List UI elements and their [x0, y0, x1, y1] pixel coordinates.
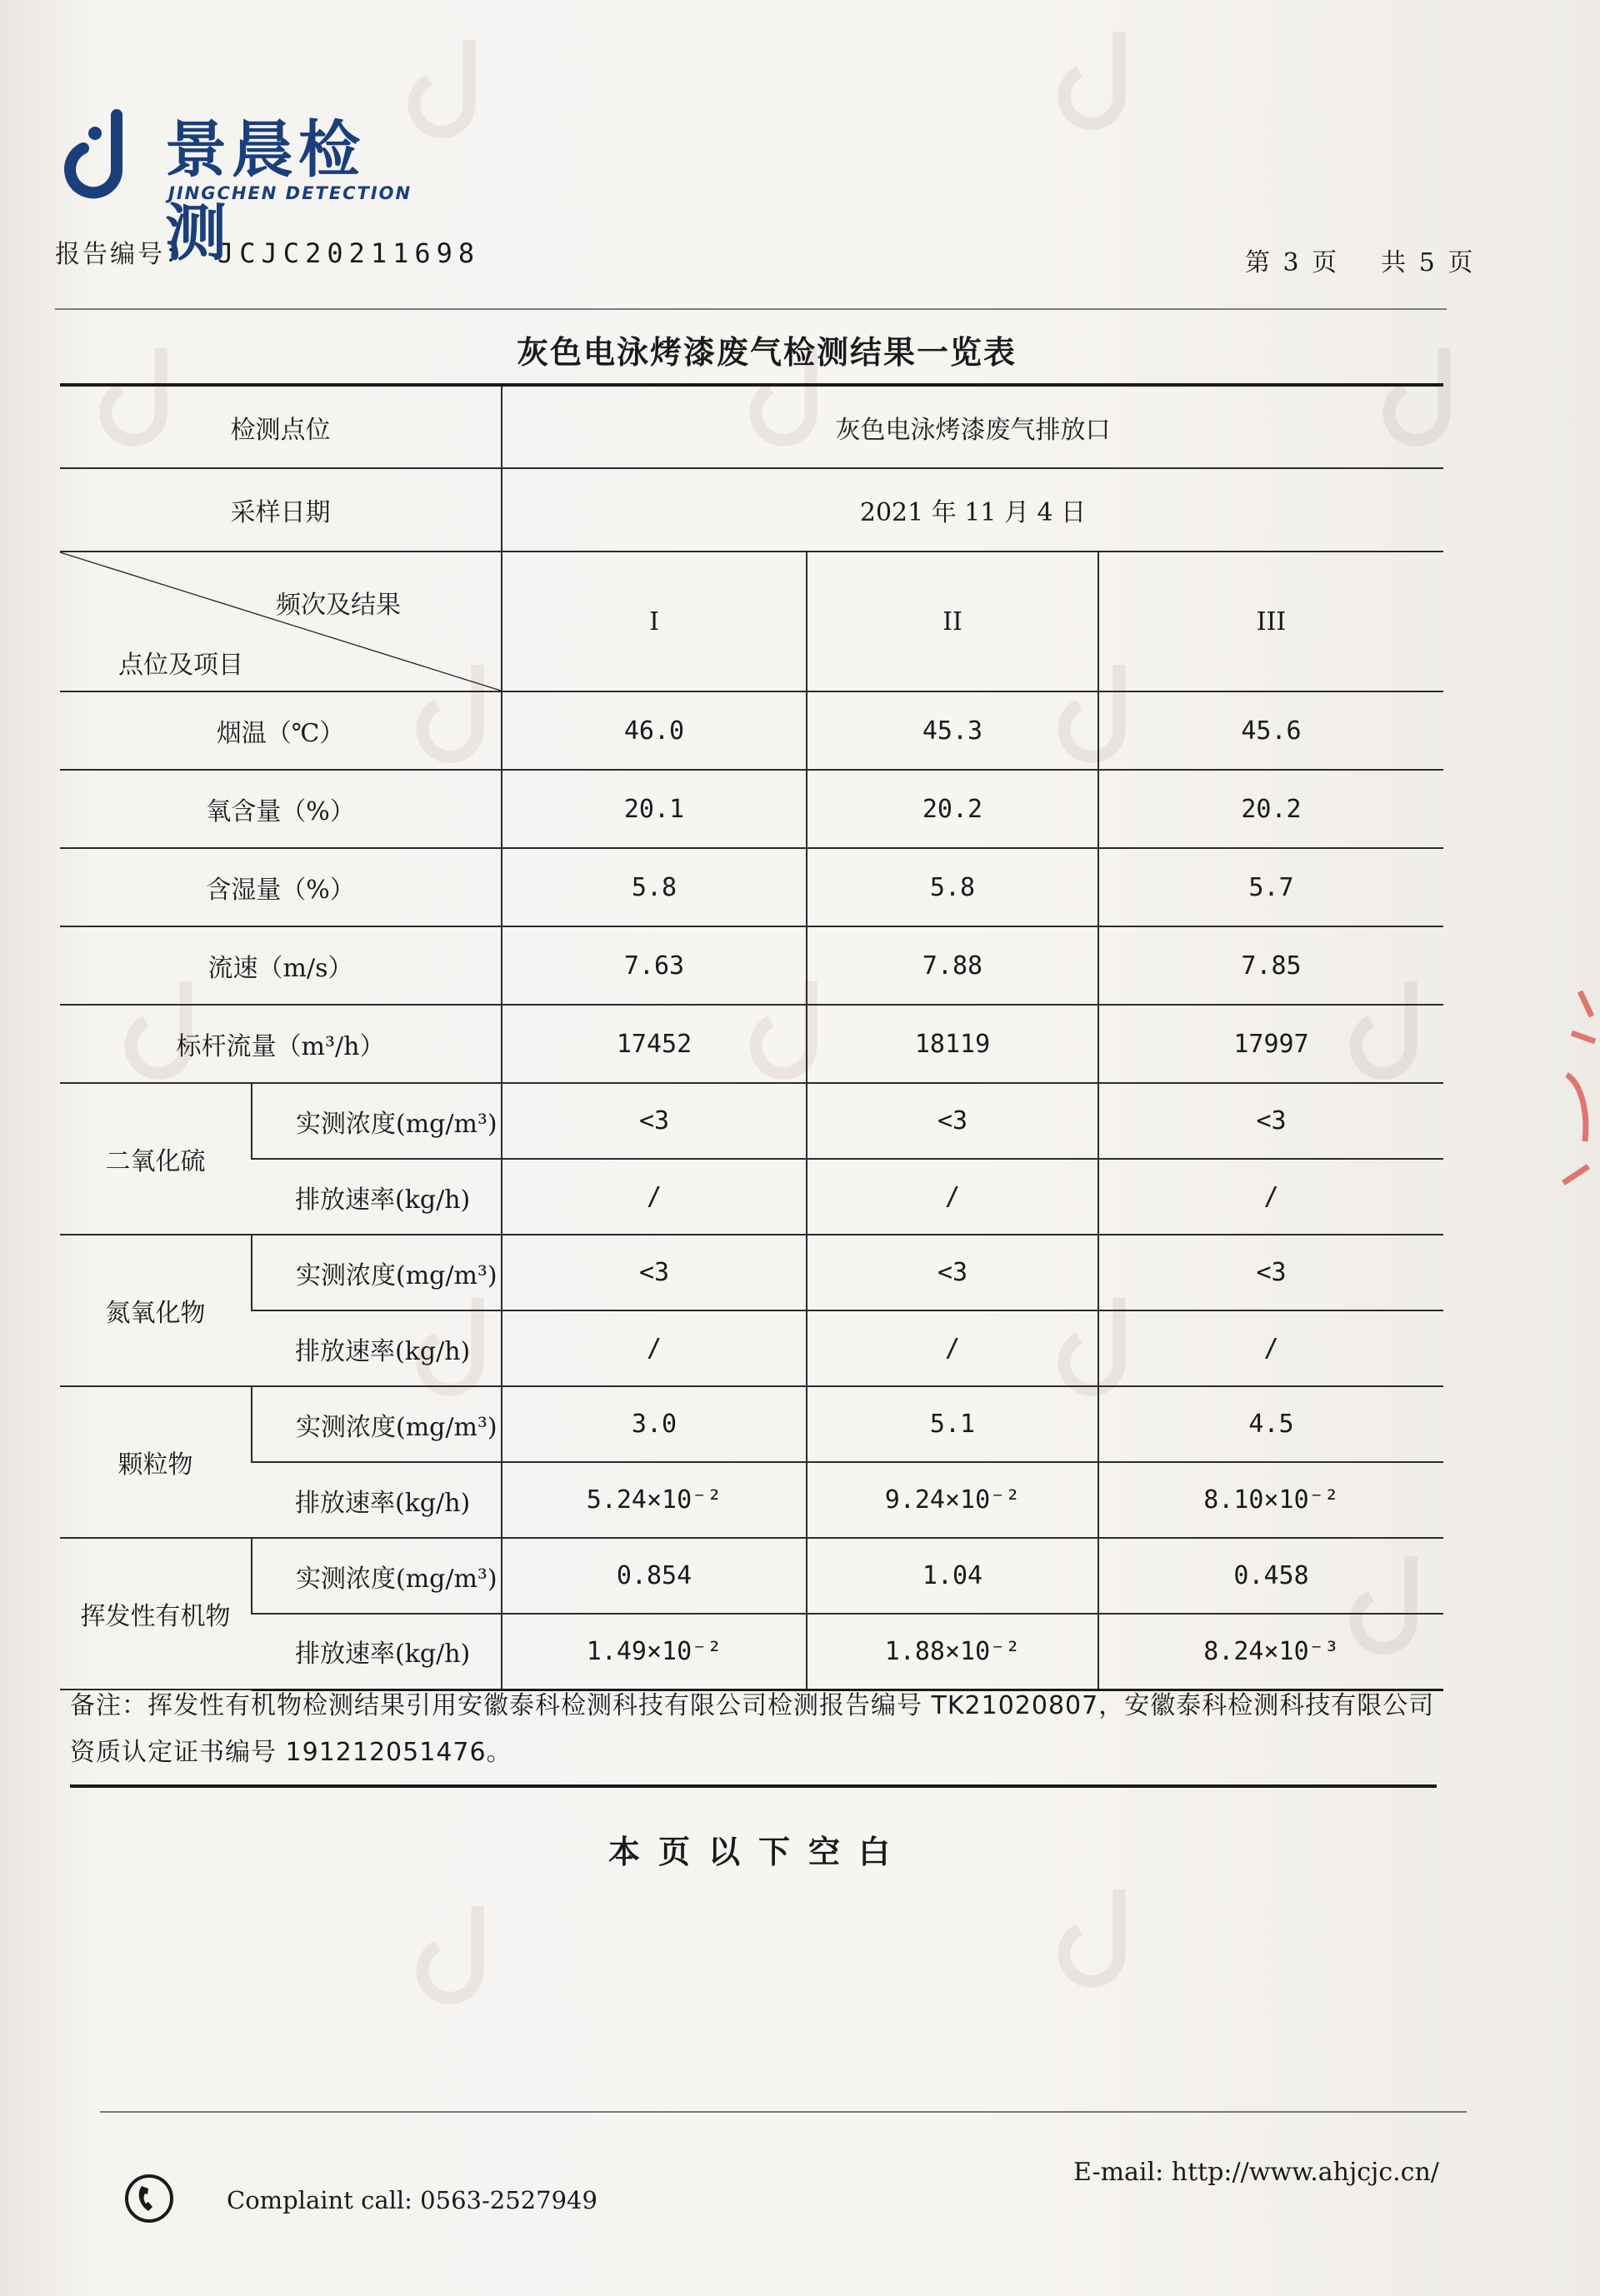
report-number-value: JCJC20211698 [218, 237, 481, 269]
value-cell: 45.3 [807, 691, 1098, 770]
watermark-logo-icon [400, 1891, 525, 2016]
company-name-en: JINGCHEN DETECTION [168, 183, 412, 203]
value-cell: / [502, 1310, 807, 1386]
total-pages: 共 5 页 [1381, 248, 1476, 277]
company-logo-mark-icon [58, 108, 158, 208]
value-cell: 45.6 [1098, 691, 1443, 770]
table-row [60, 691, 1443, 770]
row-label: 含湿量（%） [60, 848, 502, 926]
table-row [60, 1005, 1443, 1083]
value-cell: <3 [1098, 1083, 1443, 1159]
pollutant-name: 颗粒物 [60, 1386, 252, 1538]
table-row [60, 926, 1443, 1005]
value-cell: 3.0 [502, 1386, 807, 1462]
page-count [1245, 242, 1475, 278]
point-label: 检测点位 [60, 385, 502, 468]
value-cell: 8.10×10⁻² [1098, 1462, 1443, 1538]
freq-header: II [807, 552, 1098, 691]
value-cell: 4.5 [1098, 1386, 1443, 1462]
conc-label: 实测浓度(mg/m³) [252, 1538, 502, 1614]
row-label: 流速（m/s） [60, 926, 502, 1005]
value-cell: <3 [807, 1083, 1098, 1159]
remarks-note: 备注：挥发性有机物检测结果引用安徽泰科检测科技有限公司检测报告编号 TK21020807，安徽泰科检测科技有限公司资质认定证书编号 191212051476。 [70, 1691, 1435, 1767]
freq-header: I [502, 552, 807, 691]
diagonal-header-cell [60, 552, 502, 691]
value-cell: 7.63 [502, 926, 807, 1005]
footer-email: E-mail: http://www.ahjcjc.cn/ [1073, 2158, 1439, 2187]
rate-label: 排放速率(kg/h) [252, 1310, 502, 1386]
diagonal-top-label: 频次及结果 [276, 591, 401, 620]
table-row [60, 1310, 1443, 1386]
value-cell: 46.0 [502, 691, 807, 770]
table-row [60, 1538, 1443, 1614]
value-cell: 7.85 [1098, 926, 1443, 1005]
freq-header: III [1098, 552, 1443, 691]
header-divider [55, 308, 1447, 310]
company-name-cn: 景晨检测 [165, 114, 365, 269]
value-cell: 18119 [807, 1005, 1098, 1083]
value-cell: / [1098, 1310, 1443, 1386]
table-row [60, 770, 1443, 848]
value-cell: <3 [502, 1235, 807, 1310]
value-cell: 5.24×10⁻² [502, 1462, 807, 1538]
table-row [60, 1159, 1443, 1235]
value-cell: 1.04 [807, 1538, 1098, 1614]
rate-label: 排放速率(kg/h) [252, 1462, 502, 1538]
value-cell: 5.1 [807, 1386, 1098, 1462]
pollutant-name: 氮氧化物 [60, 1235, 252, 1386]
value-cell: 1.49×10⁻² [502, 1614, 807, 1690]
rate-label: 排放速率(kg/h) [252, 1614, 502, 1690]
table-row [60, 1083, 1443, 1159]
remarks-divider [70, 1784, 1437, 1788]
value-cell: <3 [807, 1235, 1098, 1310]
value-cell: 20.2 [1098, 770, 1443, 848]
table-row [60, 1235, 1443, 1310]
value-cell: 20.2 [807, 770, 1098, 848]
value-cell: / [807, 1159, 1098, 1235]
value-cell: 5.7 [1098, 848, 1443, 926]
red-seal-fragment-icon [1555, 983, 1600, 1250]
conc-label: 实测浓度(mg/m³) [252, 1235, 502, 1310]
value-cell: 7.88 [807, 926, 1098, 1005]
table-row [60, 552, 1443, 691]
watermark-logo-icon [1042, 1874, 1167, 1999]
footer-divider [100, 2111, 1467, 2113]
watermark-logo-icon [1042, 17, 1167, 142]
row-label: 烟温（℃） [60, 691, 502, 770]
report-number-label: 报告编号： [55, 240, 192, 269]
table-row [60, 1614, 1443, 1690]
conc-label: 实测浓度(mg/m³) [252, 1083, 502, 1159]
value-cell: / [502, 1159, 807, 1235]
table-row [60, 848, 1443, 926]
table-row [60, 1462, 1443, 1538]
value-cell: 0.854 [502, 1538, 807, 1614]
value-cell: 20.1 [502, 770, 807, 848]
conc-label: 实测浓度(mg/m³) [252, 1386, 502, 1462]
phone-icon [123, 2173, 175, 2224]
value-cell: <3 [502, 1083, 807, 1159]
value-cell: 9.24×10⁻² [807, 1462, 1098, 1538]
value-cell: / [807, 1310, 1098, 1386]
pollutant-name: 挥发性有机物 [60, 1538, 252, 1690]
row-label: 标杆流量（m³/h） [60, 1005, 502, 1083]
value-cell: <3 [1098, 1235, 1443, 1310]
footer-complaint-call: Complaint call: 0563-2527949 [227, 2186, 598, 2214]
table-row [60, 468, 1443, 552]
point-value: 灰色电泳烤漆废气排放口 [502, 385, 1443, 468]
table-row [60, 1386, 1443, 1462]
blank-below-note: 本页以下空白 [608, 1834, 908, 1870]
value-cell: 0.458 [1098, 1538, 1443, 1614]
value-cell: 8.24×10⁻³ [1098, 1614, 1443, 1690]
date-label: 采样日期 [60, 468, 502, 552]
pollutant-name: 二氧化硫 [60, 1083, 252, 1235]
row-label: 氧含量（%） [60, 770, 502, 848]
results-table [60, 383, 1443, 1691]
value-cell: / [1098, 1159, 1443, 1235]
value-cell: 5.8 [807, 848, 1098, 926]
rate-label: 排放速率(kg/h) [252, 1159, 502, 1235]
value-cell: 17452 [502, 1005, 807, 1083]
table-title: 灰色电泳烤漆废气检测结果一览表 [516, 333, 1017, 371]
report-number [55, 233, 480, 270]
date-value: 2021 年 11 月 4 日 [502, 468, 1443, 552]
diagonal-bottom-label: 点位及项目 [118, 651, 243, 680]
table-row [60, 385, 1443, 468]
value-cell: 5.8 [502, 848, 807, 926]
page-number: 第 3 页 [1245, 248, 1340, 277]
value-cell: 17997 [1098, 1005, 1443, 1083]
value-cell: 1.88×10⁻² [807, 1614, 1098, 1690]
